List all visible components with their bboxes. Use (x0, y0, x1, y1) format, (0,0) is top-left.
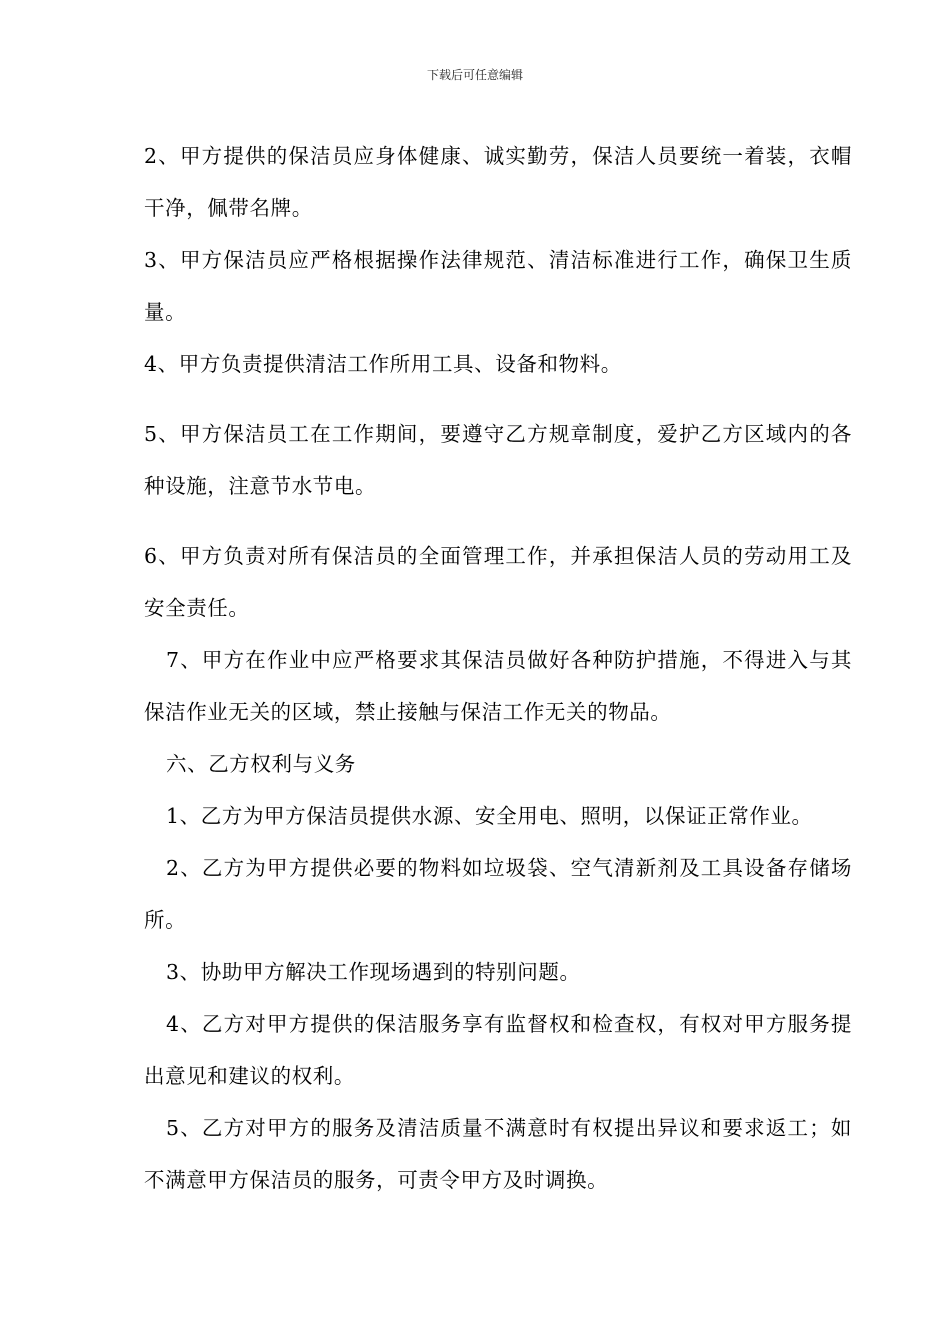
paragraph-jia-2: 2、甲方提供的保洁员应身体健康、诚实勤劳，保洁人员要统一着装，衣帽干净，佩带名牌。 (144, 144, 852, 220)
paragraph-gap (144, 512, 852, 530)
document-body (144, 130, 852, 1206)
paragraph-jia-7: 7、甲方在作业中应严格要求其保洁员做好各种防护措施，不得进入与其保洁作业无关的区域，禁止接触与保洁工作无关的物品。 (144, 648, 852, 724)
paragraph-yi-5: 5、乙方对甲方的服务及清洁质量不满意时有权提出异议和要求返工；如不满意甲方保洁员的服务，可责令甲方及时调换。 (144, 1116, 852, 1192)
paragraph-gap (144, 390, 852, 408)
paragraph-yi-1: 1、乙方为甲方保洁员提供水源、安全用电、照明，以保证正常作业。 (166, 804, 813, 828)
section-heading-yi-rights: 六、乙方权利与义务 (166, 752, 356, 776)
paragraph-yi-3: 3、协助甲方解决工作现场遇到的特别问题。 (166, 960, 581, 984)
paragraph-jia-5: 5、甲方保洁员工在工作期间，要遵守乙方规章制度，爱护乙方区域内的各种设施，注意节水节电。 (144, 422, 852, 498)
paragraph-jia-6: 6、甲方负责对所有保洁员的全面管理工作，并承担保洁人员的劳动用工及安全责任。 (144, 544, 852, 620)
paragraph-yi-4: 4、乙方对甲方提供的保洁服务享有监督权和检查权，有权对甲方服务提出意见和建议的权利。 (144, 1012, 852, 1088)
header-note: 下载后可任意编辑 (426, 68, 523, 82)
paragraph-jia-4: 4、甲方负责提供清洁工作所用工具、设备和物料。 (144, 352, 622, 376)
paragraph-yi-2: 2、乙方为甲方提供必要的物料如垃圾袋、空气清新剂及工具设备存储场所。 (144, 856, 852, 932)
paragraph-jia-3: 3、甲方保洁员应严格根据操作法律规范、清洁标准进行工作，确保卫生质量。 (144, 248, 852, 324)
